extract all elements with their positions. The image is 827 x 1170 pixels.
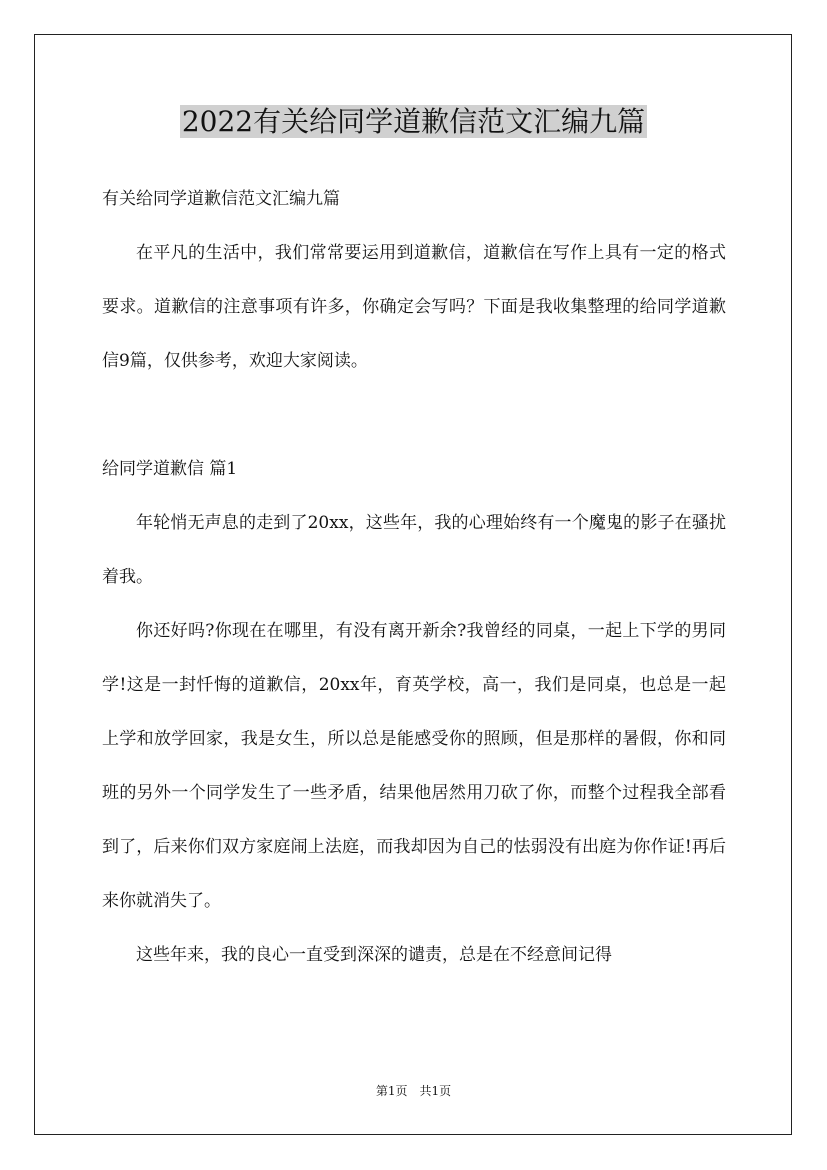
document-body <box>102 172 726 982</box>
document-title <box>0 100 827 144</box>
body-paragraph: 这些年来，我的良心一直受到深深的谴责，总是在不经意间记得 <box>136 945 612 965</box>
document-subtitle: 有关给同学道歉信范文汇编九篇 <box>102 189 340 209</box>
body-paragraph: 你还好吗?你现在在哪里，有没有离开新余?我曾经的同桌，一起上下学的男同学!这是一封忏悔的道歉信，20xx年，育英学校，高一，我们是同桌，也总是一起上学和放学回家，我是女生，所以总是能感受你的照顾，但是那样的暑假，你和同班的另外一个同学发生了一些矛盾，结果他居然用刀砍了你，而整个过程我全部看到了，后来你们双方家庭闹上法庭，而我却因为自己的怯弱没有出庭为你作证!再后来你就消失了。 <box>102 621 726 911</box>
document-title-text: 2022有关给同学道歉信范文汇编九篇 <box>181 105 646 138</box>
section-heading: 给同学道歉信 篇1 <box>102 459 238 479</box>
intro-paragraph: 在平凡的生活中，我们常常要运用到道歉信，道歉信在写作上具有一定的格式要求。道歉信的注意事项有许多，你确定会写吗？下面是我收集整理的给同学道歉信9篇，仅供参考，欢迎大家阅读。 <box>102 243 726 371</box>
page-number-footer: 第1页 共1页 <box>375 1084 452 1098</box>
body-paragraph: 年轮悄无声息的走到了20xx，这些年，我的心理始终有一个魔鬼的影子在骚扰着我。 <box>102 513 726 587</box>
